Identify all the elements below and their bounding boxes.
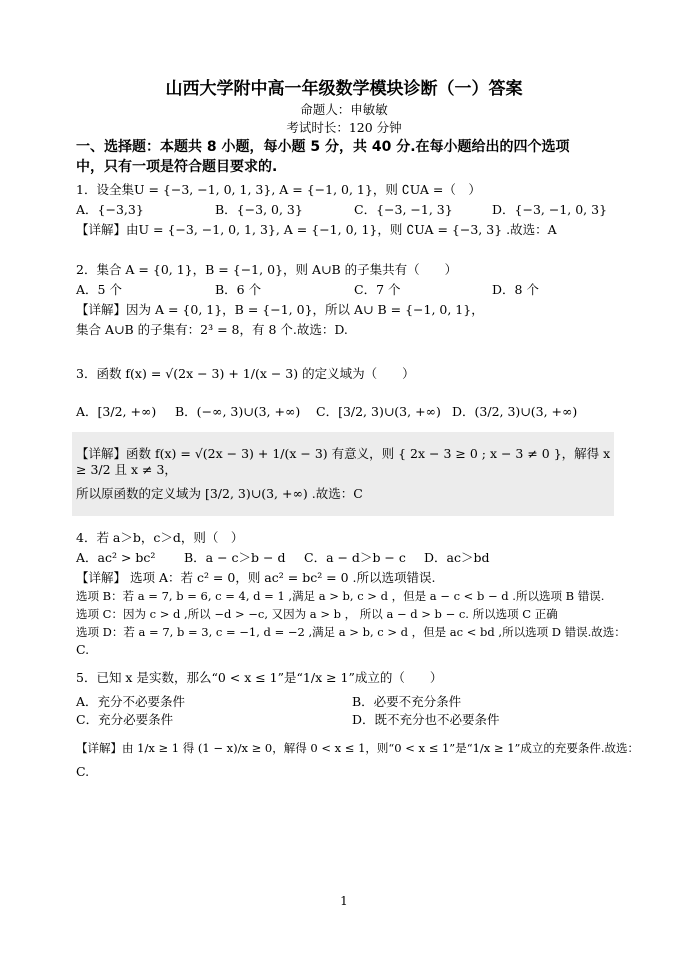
q2-option-a: A．5 个 [76, 282, 122, 297]
q5-detail-1: 【详解】由 1/x ≥ 1 得 (1 − x)/x ≥ 0，解得 0 < x ≤ 1，则“0 < x ≤ 1”是“1/x ≥ 1”成立的充要条件.故选： [76, 741, 640, 755]
q3-option-b: B．(−∞, 3)∪(3, +∞) [175, 404, 301, 419]
q1-detail: 【详解】由U = {−3, −1, 0, 1, 3}, A = {−1, 0, 1}，则 ∁UA = {−3, 3} .故选：A [76, 222, 557, 237]
section-heading-cont: 中，只有一项是符合题目要求的. [76, 159, 278, 175]
q1-stem: 1．设全集U = {−3, −1, 0, 1, 3}, A = {−1, 0, 1}，则 ∁UA =（ ） [76, 182, 481, 197]
q5-option-d: D．既不充分也不必要条件 [352, 712, 500, 727]
q1-option-a: A．{−3,3} [76, 202, 144, 217]
duration-line: 考试时长：120 分钟 [286, 120, 402, 135]
q2-option-d: D．8 个 [492, 282, 539, 297]
page-number: 1 [340, 894, 348, 908]
q2-option-c: C．7 个 [354, 282, 401, 297]
section-heading: 一、选择题：本题共 8 小题，每小题 5 分，共 40 分.在每小题给出的四个选项 [76, 139, 570, 155]
q2-option-b: B．6 个 [215, 282, 262, 297]
q1-option-d: D．{−3, −1, 0, 3} [492, 202, 608, 217]
q4-option-a: A．ac² > bc² [76, 550, 156, 565]
q5-option-b: B．必要不充分条件 [352, 694, 462, 709]
q4-detail-b: 选项 B：若 a = 7, b = 6, c = 4, d = 1 ,满足 a > b, c > d ，但是 a − c < b − d .所以选项 B 错误. [76, 589, 605, 603]
q5-detail-2: C. [76, 764, 90, 779]
q5-option-a: A．充分不必要条件 [76, 694, 186, 709]
q4-stem: 4．若 a＞b，c＞d，则（ ） [76, 530, 244, 545]
q4-detail-a: 【详解】 选项 A：若 c² = 0，则 ac² = bc² = 0 .所以选项错误. [76, 570, 436, 585]
q3-option-a: A．[3/2, +∞) [76, 404, 157, 419]
q5-stem: 5．已知 x 是实数，那么“0 < x ≤ 1”是“1/x ≥ 1”成立的（ ） [76, 670, 443, 685]
q1-option-b: B．{−3, 0, 3} [215, 202, 303, 217]
q4-detail-d: 选项 D：若 a = 7, b = 3, c = −1, d = −2 ,满足 a > b, c > d ，但是 ac < bd ,所以选项 D 错误.故选： [76, 625, 626, 639]
q4-detail-c: 选项 C：因为 c > d ,所以 −d > −c, 又因为 a > b ， 所以 a − d > b − c. 所以选项 C 正确 [76, 607, 558, 621]
q3-detail-2: 所以原函数的定义域为 [3/2, 3)∪(3, +∞) .故选：C [76, 486, 363, 501]
q4-option-c: C．a − d＞b − c [304, 550, 406, 565]
q3-option-d: D．(3/2, 3)∪(3, +∞) [452, 404, 578, 419]
q4-option-b: B．a − c＞b − d [184, 550, 286, 565]
q3-option-c: C．[3/2, 3)∪(3, +∞) [316, 404, 441, 419]
q3-stem: 3．函数 f(x) = √(2x − 3) + 1/(x − 3) 的定义域为（ ） [76, 366, 415, 381]
q5-option-c: C．充分必要条件 [76, 712, 174, 727]
q2-stem: 2．集合 A = {0, 1}，B = {−1, 0}，则 A∪B 的子集共有（ ） [76, 262, 458, 277]
author-line: 命题人：申敏敏 [300, 102, 388, 117]
q3-detail-1: 【详解】函数 f(x) = √(2x − 3) + 1/(x − 3) 有意义，则 { 2x − 3 ≥ 0 ; x − 3 ≠ 0 }，解得 x ≥ 3/2 且 x ≠ 3， [76, 446, 611, 477]
q4-option-d: D．ac＞bd [424, 550, 490, 565]
q2-detail-1: 【详解】因为 A = {0, 1}，B = {−1, 0}，所以 A∪ B = {−1, 0, 1}， [76, 302, 484, 317]
q1-option-c: C．{−3, −1, 3} [354, 202, 453, 217]
page-title: 山西大学附中高一年级数学模块诊断（一）答案 [165, 79, 523, 99]
q2-detail-2: 集合 A∪B 的子集有：2³ = 8，有 8 个.故选：D. [76, 322, 348, 337]
q4-detail-end: C. [76, 642, 90, 657]
